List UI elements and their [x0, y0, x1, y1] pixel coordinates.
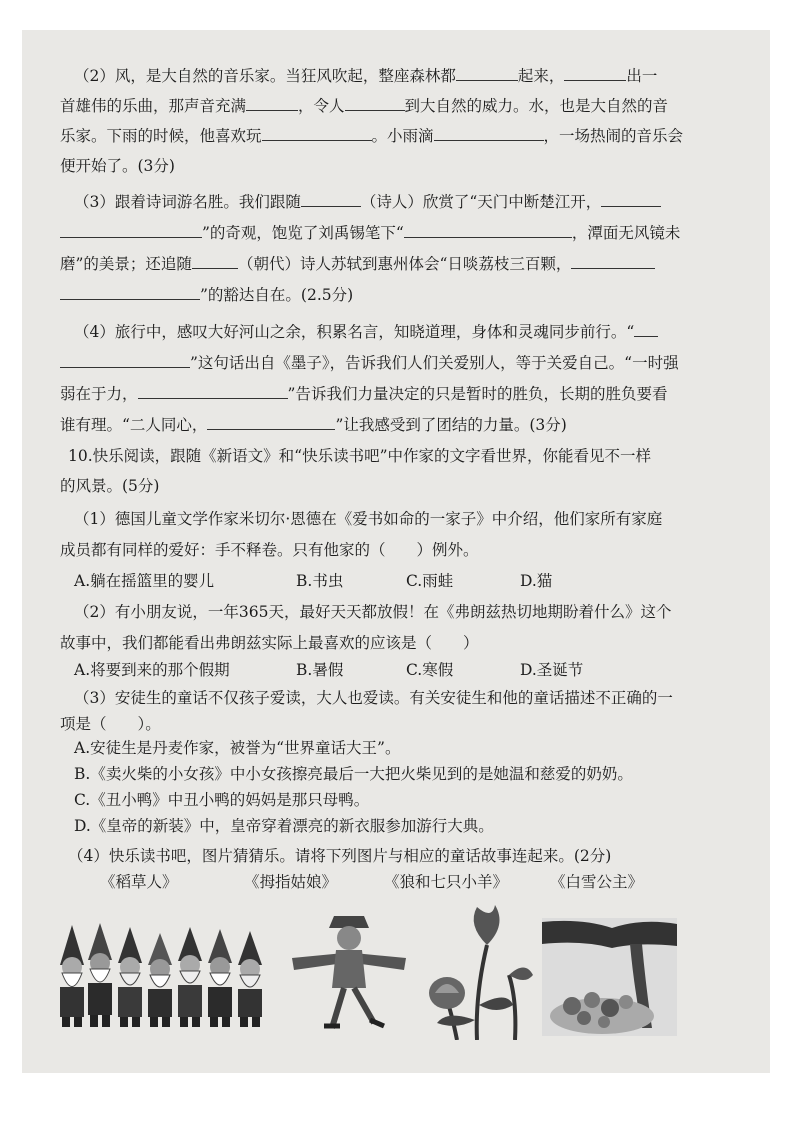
blank[interactable]	[60, 353, 190, 368]
scarecrow-picture[interactable]	[284, 908, 414, 1038]
option-d[interactable]: D.《皇帝的新装》中，皇帝穿着漂亮的新衣服参加游行大典。	[74, 817, 494, 835]
blank[interactable]	[60, 223, 202, 238]
blank[interactable]	[564, 66, 626, 81]
q9-3-line4: ”的豁达自在。(2.5分)	[60, 283, 353, 305]
blank[interactable]	[207, 415, 335, 430]
q10-2-line1: （2）有小朋友说，一年365天，最好天天都放假！在《弗朗兹热切地期盼着什么》这个	[74, 603, 672, 621]
q9-3-line1: （3）跟着诗词游名胜。我们跟随 （诗人）欣赏了“天门中断楚江开，	[74, 190, 661, 212]
blank[interactable]	[571, 254, 655, 269]
q10-intro-line1: 10.快乐阅读，跟随《新语文》和“快乐读书吧”中作家的文字看世界，你能看见不一样	[68, 447, 652, 465]
tree-animals-picture[interactable]	[542, 918, 677, 1036]
q10-1-line1: （1）德国儿童文学作家米切尔·恩德在《爱书如命的一家子》中介绍，他们家所有家庭	[74, 510, 663, 528]
blank[interactable]	[301, 192, 361, 207]
option-a[interactable]: A.将要到来的那个假期	[74, 661, 230, 679]
option-a[interactable]: A.躺在摇篮里的婴儿	[74, 572, 215, 590]
q9-4-line2: ”这句话出自《墨子》，告诉我们人们关爱别人，等于关爱自己。“一时强	[60, 351, 679, 373]
tulip-flowers-picture[interactable]	[417, 905, 542, 1040]
story-title-wolf-seven-kids[interactable]: 《狼和七只小羊》	[384, 873, 509, 891]
q10-4-line1: （4）快乐读书吧，图片猜猜乐。请将下列图片与相应的童话故事连起来。(2分)	[68, 847, 612, 865]
option-c[interactable]: C.寒假	[406, 661, 454, 679]
story-title-snow-white[interactable]: 《白雪公主》	[550, 873, 644, 891]
blank[interactable]	[634, 322, 658, 337]
blank[interactable]	[345, 96, 405, 111]
blank[interactable]	[434, 126, 544, 141]
q10-3-line1: （3）安徒生的童话不仅孩子爱读，大人也爱读。有关安徒生和他的童话描述不正确的一	[74, 689, 673, 707]
blank[interactable]	[246, 96, 298, 111]
option-a[interactable]: A.安徒生是丹麦作家，被誉为“世界童话大王”。	[74, 739, 401, 757]
q10-intro-line2: 的风景。(5分)	[60, 477, 160, 495]
q9-2-line2: 首雄伟的乐曲，那声音充满 ，令人 到大自然的威力。水，也是大自然的音	[60, 97, 669, 115]
q9-3-line2: ”的奇观，饱览了刘禹锡笔下“ ，潭面无风镜未	[60, 221, 680, 243]
option-c[interactable]: C.雨蛙	[406, 572, 454, 590]
q10-2-line2: 故事中，我们都能看出弗朗兹实际上最喜欢的应该是（ ）	[60, 634, 479, 652]
blank[interactable]	[601, 192, 661, 207]
exam-page	[22, 30, 770, 1073]
option-d[interactable]: D.圣诞节	[520, 661, 584, 679]
blank[interactable]	[138, 384, 288, 399]
option-c[interactable]: C.《丑小鸭》中丑小鸭的妈妈是那只母鸭。	[74, 791, 370, 809]
option-b[interactable]: B.暑假	[296, 661, 344, 679]
q10-1-line2: 成员都有同样的爱好：手不释卷。只有他家的（ ）例外。	[60, 541, 479, 559]
q10-3-line2: 项是（ ）。	[60, 715, 161, 733]
q9-2-line4: 便开始了。(3分)	[60, 157, 175, 175]
blank[interactable]	[192, 254, 238, 269]
blank[interactable]	[262, 126, 372, 141]
seven-dwarfs-picture[interactable]	[52, 905, 282, 1030]
blank[interactable]	[456, 66, 518, 81]
q9-2-line1: （2）风，是大自然的音乐家。当狂风吹起，整座森林都 起来， 出一	[74, 67, 658, 85]
story-title-thumbelina[interactable]: 《拇指姑娘》	[244, 873, 338, 891]
blank[interactable]	[60, 285, 200, 300]
blank[interactable]	[404, 223, 572, 238]
q9-2-line3: 乐家。下雨的时候，他喜欢玩 。小雨滴 ，一场热闹的音乐会	[60, 127, 684, 145]
q9-4-line3: 弱在于力， ”告诉我们力量决定的只是暂时的胜负，长期的胜负要看	[60, 385, 668, 403]
q9-3-line3: 磨”的美景；还追随 （朝代）诗人苏轼到惠州体会“日啖荔枝三百颗，	[60, 252, 655, 274]
story-title-scarecrow[interactable]: 《稻草人》	[100, 873, 178, 891]
option-b[interactable]: B.书虫	[296, 572, 344, 590]
option-b[interactable]: B.《卖火柴的小女孩》中小女孩擦亮最后一大把火柴见到的是她温和慈爱的奶奶。	[74, 765, 633, 783]
option-d[interactable]: D.猫	[520, 572, 553, 590]
q9-4-line1: （4）旅行中，感叹大好河山之余，积累名言，知晓道理，身体和灵魂同步前行。“	[74, 320, 658, 342]
q9-4-line4: 谁有理。“二人同心， ”让我感受到了团结的力量。(3分)	[60, 416, 567, 434]
